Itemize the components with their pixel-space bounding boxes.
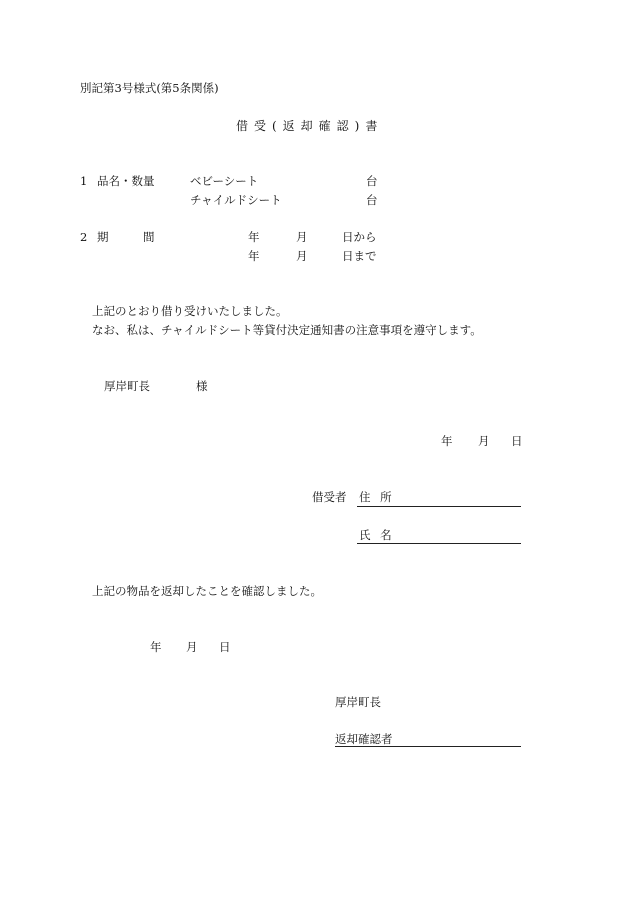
return-date-year: 年 bbox=[150, 640, 162, 654]
items-label: 品名・数量 bbox=[97, 174, 155, 188]
statement-line-2: なお、私は、チャイルドシート等貸付決定通知書の注意事項を遵守します。 bbox=[92, 323, 482, 337]
period-label-first: 期 bbox=[97, 230, 109, 244]
item-unit: 台 bbox=[366, 193, 378, 207]
mayor-name: 厚岸町長 bbox=[335, 695, 381, 709]
date-month: 月 bbox=[478, 434, 490, 448]
addressee-name: 厚岸町長 bbox=[104, 379, 150, 393]
period-month: 月 bbox=[296, 249, 308, 263]
items-number: 1 bbox=[80, 174, 88, 188]
form-header: 別記第3号様式(第5条関係) bbox=[80, 81, 219, 95]
return-statement: 上記の物品を返却したことを確認しました。 bbox=[92, 584, 322, 598]
date-year: 年 bbox=[441, 434, 453, 448]
item-unit: 台 bbox=[366, 174, 378, 188]
return-date-day: 日 bbox=[219, 640, 231, 654]
statement-line-1: 上記のとおり借り受けいたしました。 bbox=[92, 304, 288, 318]
addressee-honorific: 様 bbox=[196, 379, 208, 393]
item-name: チャイルドシート bbox=[190, 193, 282, 207]
period-number: 2 bbox=[80, 230, 88, 244]
period-label-second: 間 bbox=[143, 230, 155, 244]
period-day: 日まで bbox=[342, 249, 377, 263]
confirmer-field-line[interactable] bbox=[335, 746, 521, 747]
date-day: 日 bbox=[511, 434, 523, 448]
name-label: 氏 名 bbox=[359, 528, 395, 542]
address-label: 住 所 bbox=[359, 490, 395, 504]
confirmer-label: 返却確認者 bbox=[335, 732, 393, 746]
period-day: 日から bbox=[342, 230, 377, 244]
name-field-line[interactable] bbox=[357, 543, 521, 544]
address-field-line[interactable] bbox=[357, 506, 521, 507]
period-year: 年 bbox=[248, 249, 260, 263]
period-year: 年 bbox=[248, 230, 260, 244]
document-title: 借受(返却確認)書 bbox=[236, 119, 384, 133]
borrower-label: 借受者 bbox=[312, 490, 347, 504]
item-name: ベビーシート bbox=[190, 174, 259, 188]
return-date-month: 月 bbox=[186, 640, 198, 654]
period-month: 月 bbox=[296, 230, 308, 244]
